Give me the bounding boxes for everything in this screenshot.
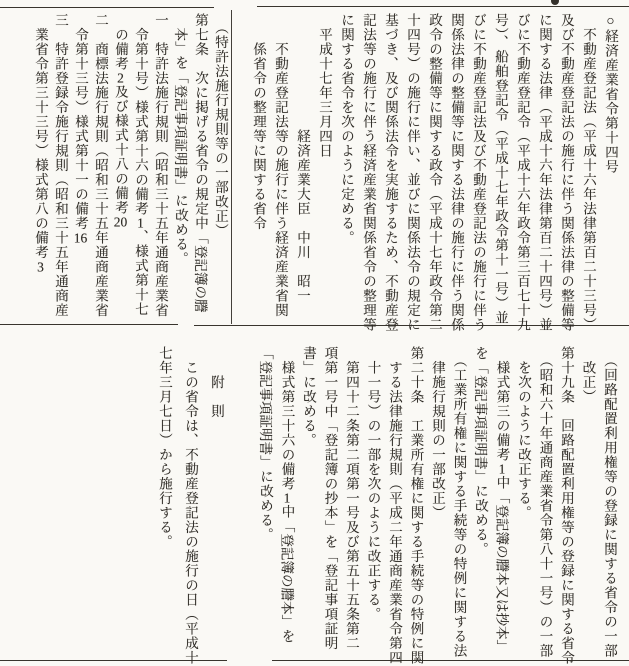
text-segment: （工業所有権に関する手続等の特例に関する法	[451, 346, 467, 659]
text-segment: 様式第三の備考	[494, 346, 510, 462]
text-segment: 1	[283, 491, 291, 505]
text-segment: 登記簿の謄本	[279, 533, 295, 615]
text-column	[276, 346, 298, 658]
text-column	[335, 13, 357, 323]
top-separator-line-left	[0, 7, 214, 8]
text-segment: 」	[494, 639, 510, 654]
text-column	[445, 13, 467, 332]
text-segment: 二 商標法施行規則（昭和三十五年通商産業省	[93, 13, 108, 318]
text-segment: 十一号）の一部を次のように改正する。	[365, 346, 381, 622]
text-segment: 改正）	[580, 346, 596, 404]
text-column	[203, 346, 229, 658]
text-column	[513, 346, 535, 658]
text-column	[511, 13, 533, 332]
column-separator-line	[231, 10, 232, 324]
text-segment: 係省令の整理等に関する省令	[251, 13, 266, 231]
text-column	[150, 13, 170, 323]
text-segment: 一 特許法施行規則（昭和三十五年通商産業省	[153, 13, 168, 318]
text-column	[90, 13, 110, 323]
text-column	[489, 13, 511, 326]
text-segment: 20	[113, 215, 128, 229]
text-segment: 令第十三号）様式第十一の備考	[73, 13, 88, 231]
text-column	[110, 13, 130, 323]
ink-dot	[551, 0, 559, 5]
text-column	[534, 346, 556, 658]
text-column	[379, 13, 401, 332]
text-column	[577, 13, 599, 332]
text-segment: 経済産業大臣 中川 昭一	[295, 13, 310, 303]
text-segment: 登記事項証明書	[473, 375, 488, 470]
text-column	[319, 346, 341, 658]
text-column	[362, 346, 384, 658]
text-segment: （昭和六十年通商産業省令第八十一号）の一部	[537, 346, 553, 659]
text-segment: 本	[173, 27, 188, 41]
supplementary-provision-block	[151, 346, 229, 665]
text-segment: 附 則	[209, 346, 224, 419]
text-segment: 令第十号）様式第十六の備考	[133, 13, 148, 216]
text-column	[70, 13, 90, 323]
text-segment: の備考	[113, 13, 128, 71]
text-segment: 七年三月七日）から施行する。	[157, 346, 172, 549]
article-7-block	[30, 13, 230, 323]
text-column	[291, 13, 313, 323]
text-segment: 関係法律の整備等に関する法律の施行に伴う関係	[449, 13, 464, 332]
text-segment: 登記事項証明書	[258, 360, 273, 455]
text-segment: 十四号）の施行に伴い、並びに関係法令の規定に	[405, 13, 420, 332]
articles-19-20-block	[255, 346, 621, 665]
text-segment: 1	[498, 462, 506, 476]
text-column	[50, 13, 70, 323]
text-column	[470, 346, 492, 658]
text-segment: 項第一号中「登記簿の抄本」を「登記事項証明	[322, 346, 338, 651]
text-segment: 第十九条 回路配置利用権等の登録に関する省令	[559, 346, 574, 665]
text-segment: する法律施行規則（平成二年通商産業省令第四	[387, 346, 402, 665]
text-column	[190, 13, 210, 323]
text-segment: 及び様式十八の備考	[113, 84, 128, 215]
text-segment: 3	[37, 259, 44, 273]
text-segment: 中「	[494, 475, 510, 505]
text-segment: を次のように改正する。	[516, 346, 531, 520]
text-segment: （回路配置利用権等の登録に関する省令の一部	[602, 346, 617, 659]
text-segment: 中「	[279, 504, 295, 534]
text-column	[247, 13, 269, 323]
text-segment: を「	[473, 346, 488, 375]
text-segment	[173, 13, 188, 28]
text-segment: 様式第三十六の備考	[279, 346, 295, 491]
text-segment: 不動産登記法等の施行に伴う経済産業省関	[273, 13, 288, 318]
text-segment: 政令の整備等に関する政令（平成十七年政令第二	[427, 13, 442, 332]
text-segment: 平成十七年三月四日	[317, 13, 332, 158]
text-column	[384, 346, 406, 665]
text-segment: 書」に改める。	[301, 346, 316, 448]
text-segment: びに不動産登記令（平成十六年政令第三百七十九	[515, 13, 530, 332]
text-column	[427, 346, 449, 658]
text-column	[130, 13, 150, 323]
text-segment: 三 特許登録令施行規則（昭和三十五年通商産	[53, 13, 68, 318]
text-segment: （特許法施行規則等の一部改正）	[213, 13, 228, 239]
text-segment: 登記簿の謄	[193, 245, 208, 313]
text-segment: 「	[258, 346, 273, 361]
text-column	[556, 346, 578, 665]
text-segment: 登記事項証明書	[173, 84, 188, 179]
text-column	[170, 13, 190, 323]
text-segment: 律施行規則の一部改正）	[430, 346, 445, 520]
text-column	[210, 13, 230, 323]
text-segment: 2	[117, 71, 124, 85]
text-column	[533, 13, 555, 332]
text-segment: 第七条 次に掲げる省令の規定中「	[193, 13, 208, 245]
text-segment: に関する法律（平成十六年法律第百二十四号）並	[537, 13, 552, 332]
text-segment: 第二十条 工業所有権に関する手続等の特例に関	[408, 346, 424, 665]
text-segment: 」を	[279, 614, 295, 644]
text-segment: 、様式第十七	[133, 229, 148, 317]
text-column	[298, 346, 320, 658]
text-column	[151, 346, 177, 658]
text-column	[599, 346, 621, 658]
text-segment: 不動産登記法（平成十六年法律第百二十三号）	[581, 13, 596, 332]
text-segment: ○経済産業省令第十四号	[603, 13, 618, 174]
text-column	[341, 346, 363, 658]
text-column	[401, 13, 423, 332]
text-segment: 登記簿の謄本又は抄本	[494, 504, 510, 640]
text-column	[405, 346, 427, 665]
text-column	[177, 346, 203, 665]
text-segment: 基づき、及び関係法令を実施するため、不動産登	[383, 13, 398, 332]
ordinance-preamble-block	[247, 13, 621, 332]
text-segment: 第四十二条第二項第一号及び第五十五条第二	[344, 346, 359, 651]
text-segment: 」に改める。	[173, 179, 188, 266]
text-segment: 業省令第三十三号）様式第八の備考	[33, 13, 48, 260]
text-segment: 」に改める。	[258, 455, 273, 542]
bottom-separator-line-right	[272, 660, 629, 661]
text-segment: 及び不動産登記法の施行に伴う関係法律の整備等	[559, 13, 574, 332]
text-segment: に関する省令を次のように定める。	[339, 13, 354, 245]
text-column	[448, 346, 470, 658]
text-column	[599, 13, 621, 323]
text-column	[30, 13, 50, 323]
text-column	[423, 13, 445, 332]
text-segment: 号）、船舶登記令（平成十七年政令第十一号）並	[493, 13, 508, 326]
middle-separator-line-left	[0, 324, 178, 325]
text-segment: 」を「	[173, 41, 188, 85]
text-column	[467, 13, 489, 332]
text-column	[269, 13, 291, 323]
text-segment: 16	[73, 230, 88, 244]
text-segment: この省令は、不動産登記法の施行の日（平成十	[183, 346, 198, 665]
text-column	[313, 13, 335, 323]
top-separator-line-right	[257, 6, 629, 7]
text-column	[555, 13, 577, 332]
text-segment: 1	[137, 216, 144, 230]
text-column	[577, 346, 599, 658]
text-column	[357, 13, 379, 332]
text-segment: 」に改める。	[473, 469, 488, 557]
text-segment: 記法等の施行に伴う経済産業省関係省令の整理等	[361, 13, 376, 332]
text-column	[255, 346, 277, 658]
text-segment: びに不動産登記法及び不動産登記法の施行に伴う	[471, 13, 486, 332]
text-column	[491, 346, 513, 658]
